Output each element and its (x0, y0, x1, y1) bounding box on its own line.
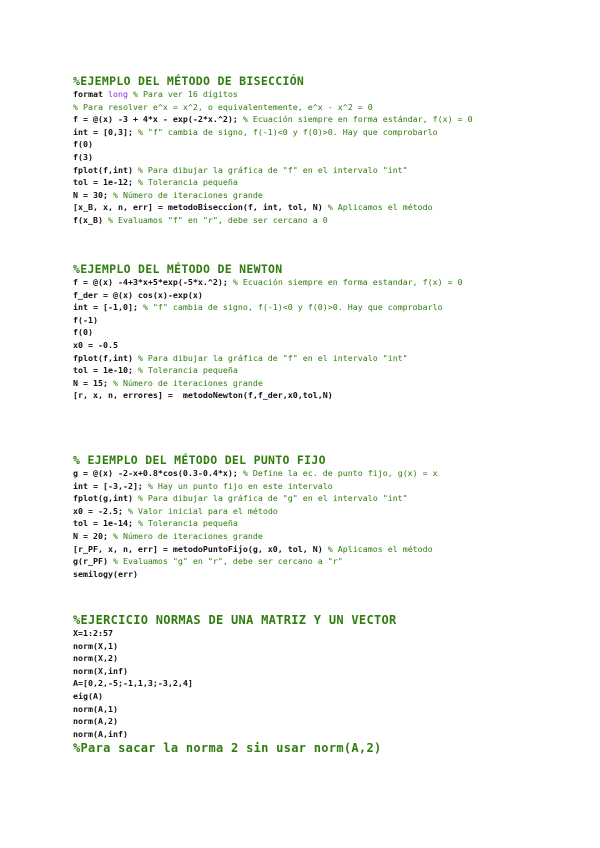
code-line (73, 568, 543, 581)
code-text: int = [0,3]; (73, 126, 138, 137)
code-comment: % Ecuación siempre en forma estandar, f(x) = 0 (232, 277, 463, 287)
code-keyword: long (107, 89, 128, 99)
code-text: X=1:2:57 (73, 628, 113, 638)
code-text: f(-1) (73, 314, 98, 325)
code-text: f_der = @(x) cos(x)-exp(x) (73, 289, 203, 300)
code-line (73, 314, 543, 327)
code-comment: % Evaluamos "f" en "r", debe ser cercano a 0 (107, 214, 328, 225)
code-comment: % Para ver 16 dígitos (127, 89, 238, 99)
code-line (73, 151, 543, 164)
code-line (73, 652, 543, 665)
code-text: [r_PF, x, n, err] = metodoPuntoFijo(g, x0, tol, N) (73, 543, 328, 554)
code-text: f = @(x) -3 + 4*x - exp(-2*x.^2); (73, 114, 243, 125)
code-text: x0 = -2.5; (73, 505, 128, 516)
code-text: tol = 1e-14; (73, 518, 138, 529)
code-line (73, 543, 543, 556)
code-line (73, 492, 543, 505)
code-text: [x_B, x, n, err] = metodoBiseccion(f, int, tol, N) (73, 202, 328, 213)
code-line (73, 101, 543, 114)
code-text: eig(A) (73, 690, 103, 701)
code-comment: % Para dibujar la gráfica de "g" en el intervalo "int" (137, 493, 408, 504)
code-line (73, 517, 543, 530)
code-comment: % Aplicamos el método (327, 202, 433, 213)
code-comment: % Tolerancia pequeña (137, 177, 238, 188)
code-text: norm(A,2) (73, 716, 118, 727)
code-text: semilogy(err) (73, 568, 138, 579)
section-biseccion (73, 74, 543, 227)
code-line (73, 276, 543, 289)
code-lines (73, 467, 543, 580)
section-normas (73, 613, 543, 755)
code-comment: % Define la ec. de punto fijo, g(x) = x (242, 468, 438, 478)
section-footer: %Para sacar la norma 2 sin usar norm(A,2) (73, 741, 382, 756)
section-punto-fijo (73, 453, 543, 580)
code-text: fplot(g,int) (73, 493, 138, 504)
code-comment: % Número de iteraciones grande (112, 530, 263, 541)
code-line (73, 352, 543, 365)
section-header: %EJERCICIO NORMAS DE UNA MATRIZ Y UN VECTOR (73, 613, 397, 627)
code-line (73, 176, 543, 189)
code-text: fplot(f,int) (73, 352, 138, 363)
code-text: A=[0,2,-5;-1,1,3;-3,2,4] (73, 678, 193, 689)
code-line (73, 715, 543, 728)
code-line (73, 703, 543, 716)
code-lines (73, 276, 543, 402)
code-comment: % Tolerancia pequeña (137, 365, 238, 376)
code-text: tol = 1e-12; (73, 177, 138, 188)
code-line (73, 665, 543, 678)
code-line (73, 289, 543, 302)
code-line (73, 201, 543, 214)
code-text: N = 30; (73, 189, 113, 200)
code-text: [r, x, n, errores] = metodoNewton(f,f_der,x0,tol,N) (73, 390, 333, 401)
code-line (73, 480, 543, 493)
code-text: int = [-1,0]; (73, 302, 143, 313)
code-text: N = 15; (73, 377, 113, 388)
code-line (73, 728, 543, 741)
code-text: int = [-3,-2]; (73, 480, 148, 491)
section-header: %EJEMPLO DEL MÉTODO DE BISECCIÓN (73, 74, 305, 88)
code-text: g = @(x) -2-x+0.8*cos(0.3-0.4*x); (73, 468, 243, 478)
code-comment: % Para resolver e^x = x^2, o equivalentemente, e^x - x^2 = 0 (73, 101, 373, 112)
code-line (73, 126, 543, 139)
code-comment: % Número de iteraciones grande (112, 189, 263, 200)
code-text: x0 = -0.5 (73, 339, 118, 350)
code-text: norm(A,inf) (73, 728, 128, 739)
code-comment: % Número de iteraciones grande (112, 377, 263, 388)
code-comment: % Valor inicial para el método (127, 505, 278, 516)
code-line (73, 530, 543, 543)
code-comment: % Tolerancia pequeña (137, 518, 238, 529)
code-text: format (73, 89, 108, 99)
code-line (73, 189, 543, 202)
code-text: norm(X,inf) (73, 665, 128, 676)
code-line (73, 377, 543, 390)
code-text: f(0) (73, 327, 93, 338)
code-line (73, 301, 543, 314)
code-line (73, 113, 543, 126)
code-line (73, 339, 543, 352)
code-line (73, 326, 543, 339)
code-comment: % "f" cambia de signo, f(-1)<0 y f(0)>0. Hay que comprobarlo (137, 126, 438, 137)
code-text: fplot(f,int) (73, 164, 138, 175)
code-text: f = @(x) -4+3*x+5*exp(-5*x.^2); (73, 277, 233, 287)
code-comment: % Ecuación siempre en forma estándar, f(x) = 0 (242, 114, 473, 125)
section-header: % EJEMPLO DEL MÉTODO DEL PUNTO FIJO (73, 453, 326, 467)
code-comment: % Evaluamos "g" en "r", debe ser cercano a "r" (112, 556, 343, 567)
code-line (73, 164, 543, 177)
code-comment: % Aplicamos el método (327, 543, 433, 554)
code-line (73, 690, 543, 703)
code-text: tol = 1e-10; (73, 365, 138, 376)
code-comment: % Hay un punto fijo en este intervalo (147, 480, 333, 491)
code-text: f(3) (73, 151, 93, 162)
code-line (73, 627, 543, 640)
code-lines (73, 627, 543, 740)
code-comment: % "f" cambia de signo, f(-1)<0 y f(0)>0. Hay que comprobarlo (142, 302, 443, 313)
code-line (73, 364, 543, 377)
code-line (73, 677, 543, 690)
code-line (73, 88, 543, 101)
code-lines (73, 88, 543, 227)
code-line (73, 214, 543, 227)
code-comment: % Para dibujar la gráfica de "f" en el intervalo "int" (137, 352, 408, 363)
code-line (73, 505, 543, 518)
code-text: norm(X,2) (73, 653, 118, 664)
code-text: f(0) (73, 139, 93, 150)
code-text: g(r_PF) (73, 556, 113, 567)
code-text: f(x_B) (73, 214, 108, 225)
code-text: norm(A,1) (73, 703, 118, 714)
code-line (73, 555, 543, 568)
code-text: N = 20; (73, 530, 113, 541)
code-comment: % Para dibujar la gráfica de "f" en el intervalo "int" (137, 164, 408, 175)
section-header: %EJEMPLO DEL MÉTODO DE NEWTON (73, 262, 283, 276)
code-line (73, 640, 543, 653)
code-line (73, 389, 543, 402)
code-text: norm(X,1) (73, 640, 118, 651)
code-line (73, 467, 543, 480)
code-line (73, 138, 543, 151)
section-newton (73, 262, 543, 402)
